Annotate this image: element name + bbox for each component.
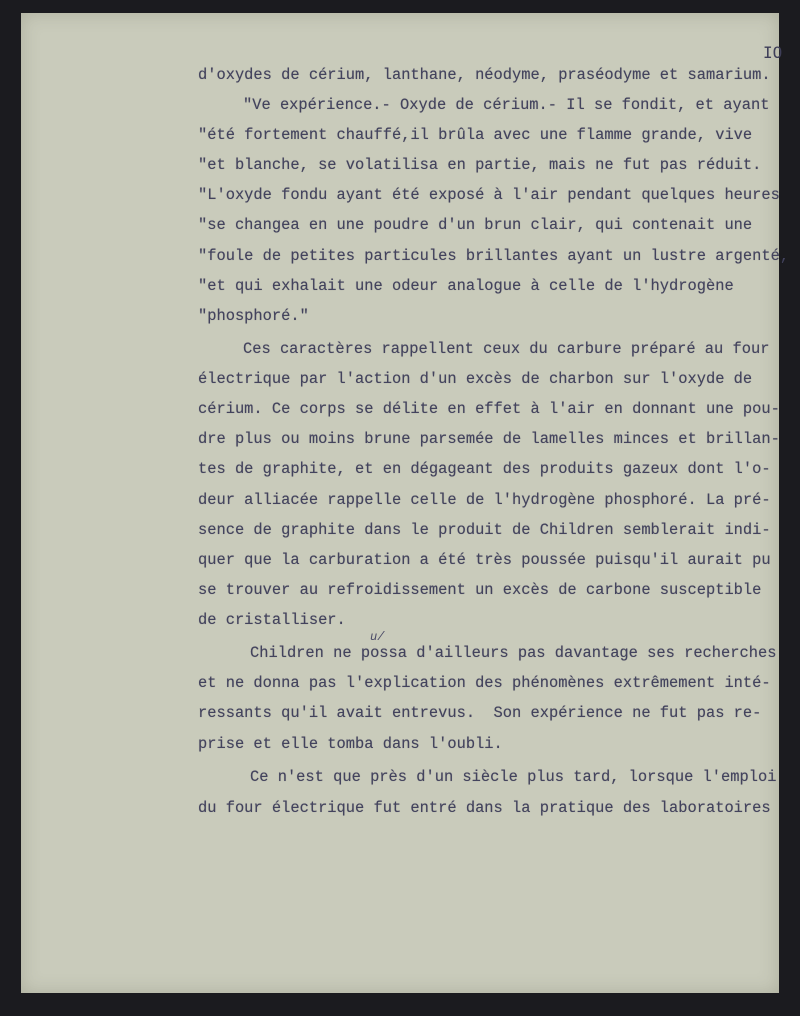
text-line: cérium. Ce corps se délite en effet à l'air en donnant une pou- — [198, 400, 780, 418]
text-line: électrique par l'action d'un excès de charbon sur l'oxyde de — [198, 370, 753, 388]
text-line: ressants qu'il avait entrevus. Son expérience ne fut pas re- — [198, 704, 762, 722]
text-line: "été fortement chauffé,il brûla avec une flamme grande, vive — [198, 126, 753, 144]
text-line: sence de graphite dans le produit de Children semblerait indi- — [198, 521, 771, 539]
text-line: "Ve expérience.- Oxyde de cérium.- Il se fondit, et ayant — [243, 96, 770, 114]
text-line: "L'oxyde fondu ayant été exposé à l'air pendant quelques heures — [198, 186, 780, 204]
text-line: de cristalliser. — [198, 611, 346, 629]
text-line: se trouver au refroidissement un excès de carbone susceptible — [198, 581, 762, 599]
text-line: du four électrique fut entré dans la pratique des laboratoires — [198, 799, 771, 817]
text-line: prise et elle tomba dans l'oubli. — [198, 735, 503, 753]
text-line: "se changea en une poudre d'un brun clair, qui contenait une — [198, 216, 753, 234]
text-line: quer que la carburation a été très poussée puisqu'il aurait pu — [198, 551, 771, 569]
text-line: dre plus ou moins brune parsemée de lamelles minces et brillan- — [198, 430, 780, 448]
text-line: deur alliacée rappelle celle de l'hydrogène phosphoré. La pré- — [198, 491, 771, 509]
text-line: d'oxydes de cérium, lanthane, néodyme, praséodyme et samarium. — [198, 66, 771, 84]
text-line: Ce n'est que près d'un siècle plus tard, lorsque l'emploi — [250, 768, 777, 786]
typewritten-page — [21, 13, 790, 993]
text-line: et ne donna pas l'explication des phénomènes extrêmement inté- — [198, 674, 771, 692]
text-line: Ces caractères rappellent ceux du carbure préparé au four — [243, 340, 770, 358]
text-line: tes de graphite, et en dégageant des produits gazeux dont l'o- — [198, 460, 771, 478]
handwritten-correction: u/ — [370, 630, 385, 644]
text-line: "et qui exhalait une odeur analogue à celle de l'hydrogène — [198, 277, 734, 295]
text-line: "et blanche, se volatilisa en partie, mais ne fut pas réduit. — [198, 156, 762, 174]
text-line: "foule de petites particules brillantes ayant un lustre argenté, — [198, 247, 790, 265]
text-line: Children ne possa d'ailleurs pas davantage ses recherches — [250, 644, 777, 662]
text-line: "phosphoré." — [198, 307, 309, 325]
page-number: IO — [763, 43, 783, 62]
